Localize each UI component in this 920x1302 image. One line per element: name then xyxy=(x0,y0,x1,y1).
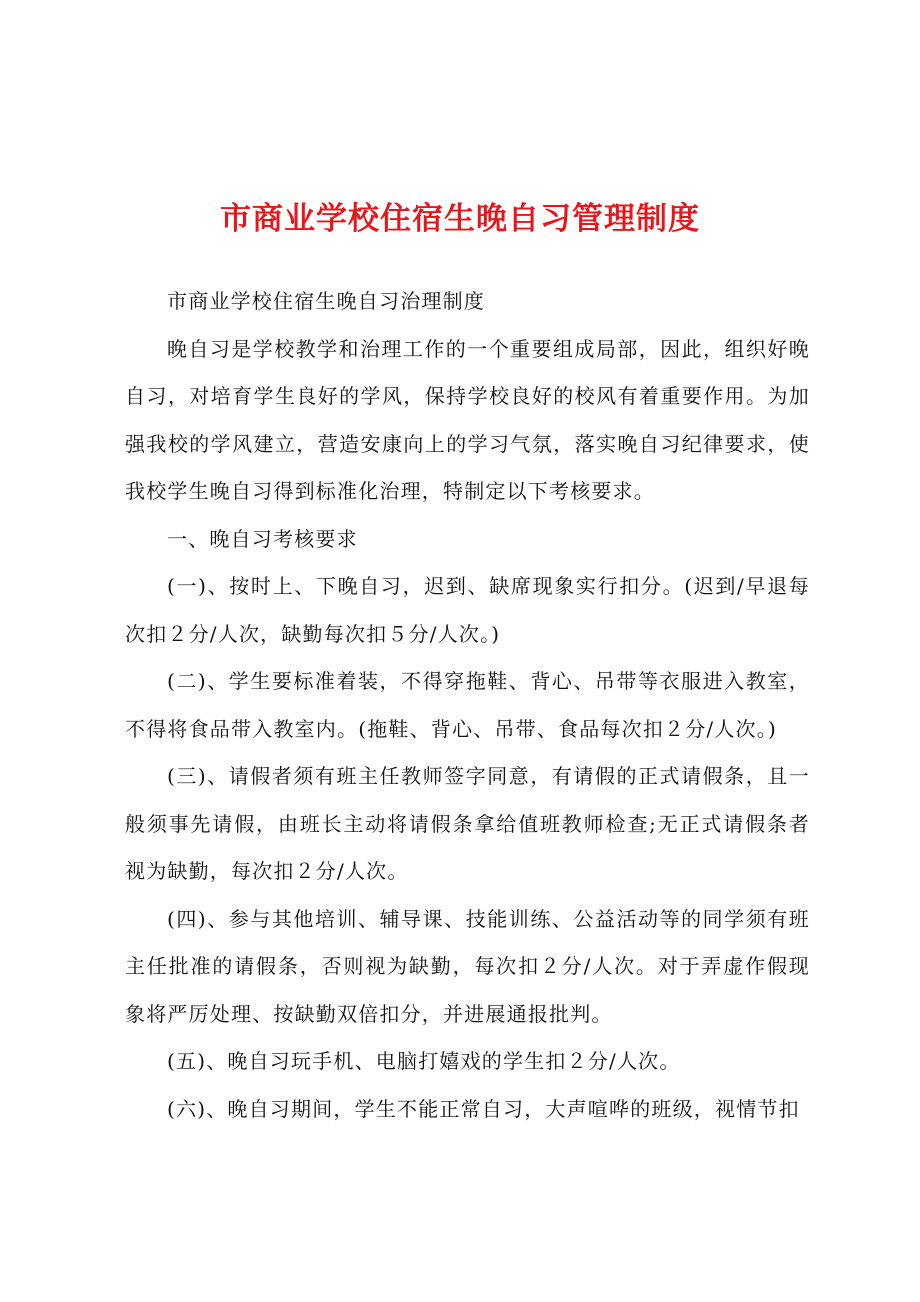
document-title: 市商业学校住宿生晚自习管理制度 xyxy=(220,201,700,237)
paragraph-subtitle: 市商业学校住宿生晚自习治理制度 xyxy=(167,289,485,313)
rule-item: (六)、晚自习期间，学生不能正常自习，大声喧哗的班级，视情节扣 xyxy=(167,1096,800,1121)
rule-item: (三)、请假者须有班主任教师签字同意，有请假的正式请假条，且一般须事先请假，由班长主动将请假条拿给值班教师检查;无正式请假条者视为缺勤，每次扣２分/人次。 xyxy=(125,764,810,883)
rule-item: (二)、学生要标准着装，不得穿拖鞋、背心、吊带等衣服进入教室，不得将食品带入教室内。(拖鞋、背心、吊带、食品每次扣２分/人次。) xyxy=(125,669,810,741)
rule-item: (五)、晚自习玩手机、电脑打嬉戏的学生扣２分/人次。 xyxy=(167,1049,681,1073)
section-heading: 一、晚自习考核要求 xyxy=(167,526,358,551)
rule-item: (四)、参与其他培训、辅导课、技能训练、公益活动等的同学须有班主任批准的请假条，否则视为缺勤，每次扣２分/人次。对于弄虚作假现象将严厉处理、按缺勤双倍扣分，并进展通报批判。 xyxy=(125,906,810,1026)
document-body xyxy=(125,278,810,1133)
paragraph-intro: 晚自习是学校教学和治理工作的一个重要组成局部，因此，组织好晚自习，对培育学生良好的学风，保持学校良好的校风有着重要作用。为加强我校的学风建立，营造安康向上的学习气氛，落实晚自习纪律要求，使我校学生晚自习得到标准化治理，特制定以下考核要求。 xyxy=(125,336,810,503)
rule-item: (一)、按时上、下晚自习，迟到、缺席现象实行扣分。(迟到/早退每次扣２分/人次，缺勤每次扣５分/人次。) xyxy=(125,574,810,646)
